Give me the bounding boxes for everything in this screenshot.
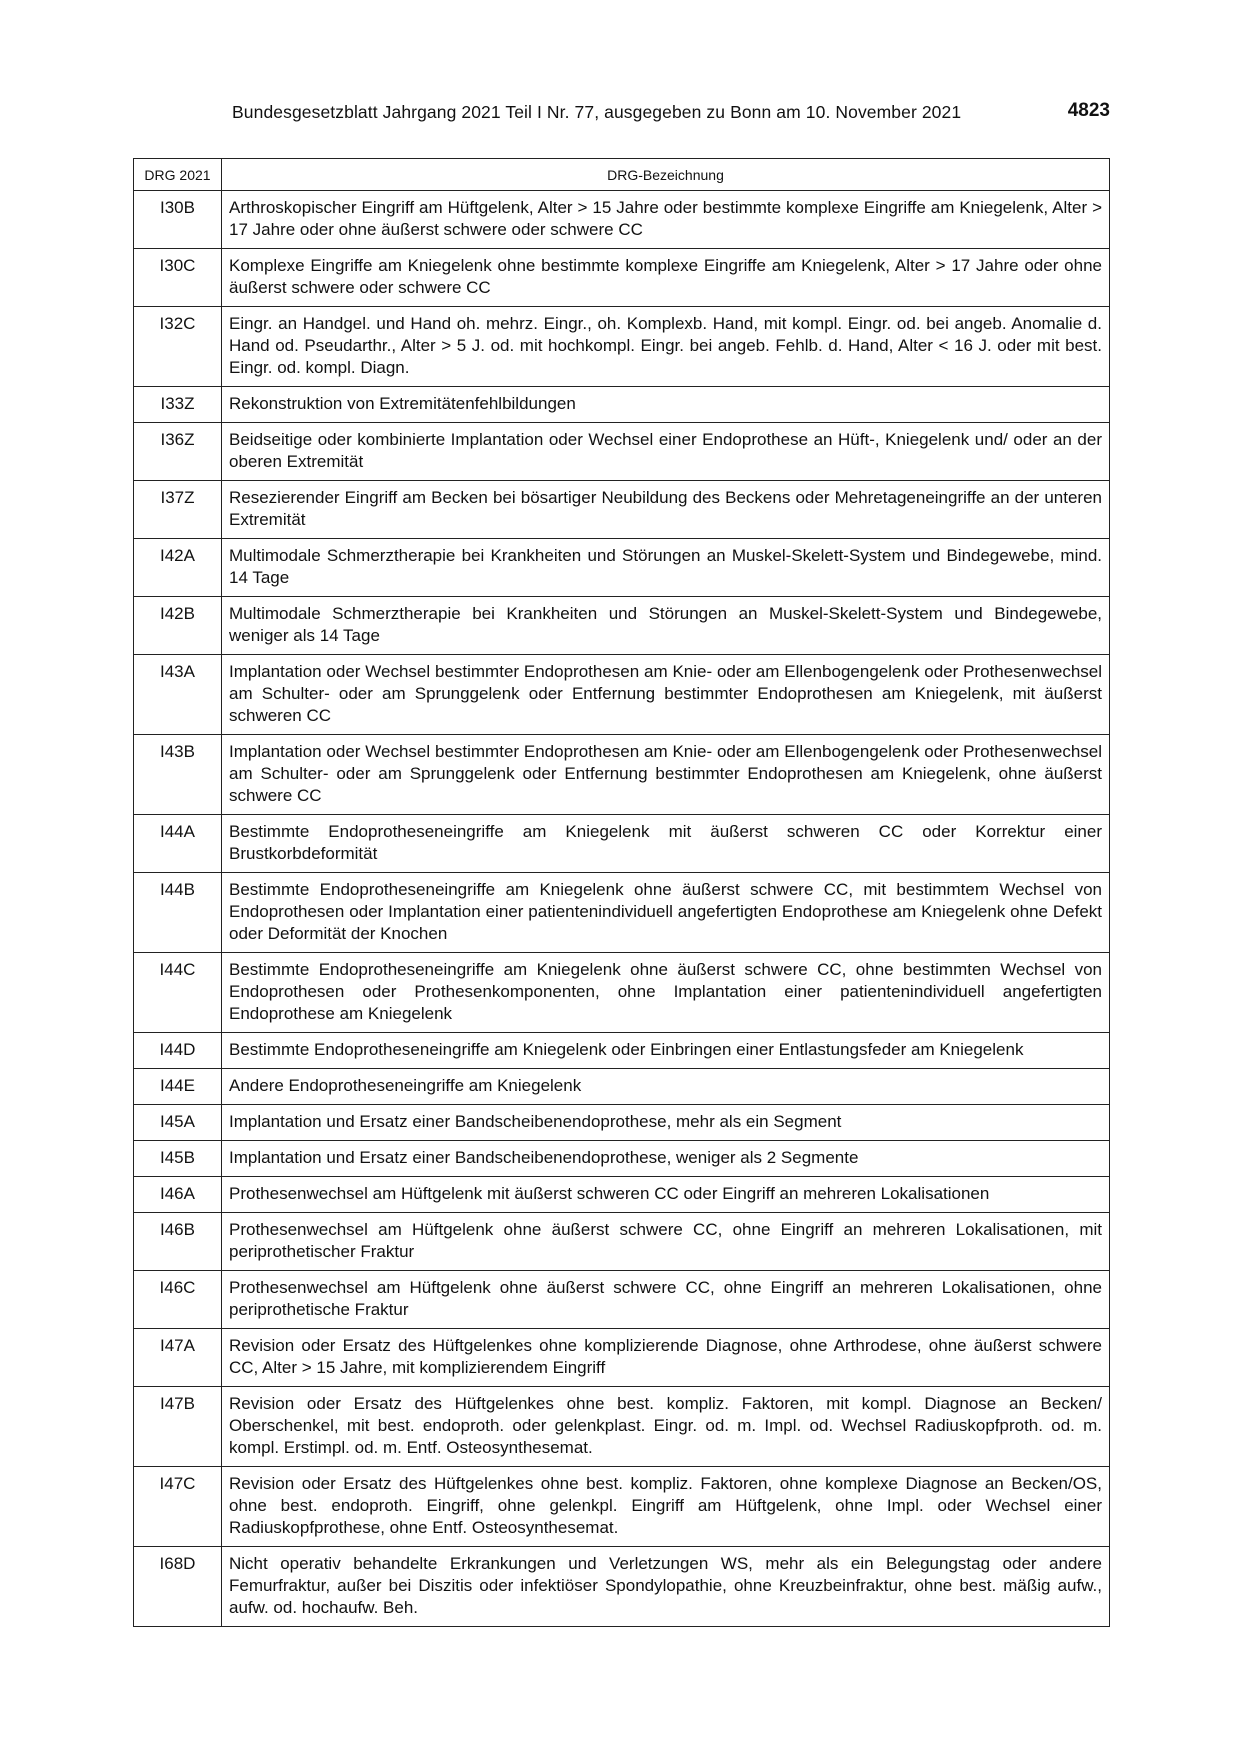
drg-code-cell: I46A: [134, 1177, 222, 1213]
drg-description-cell: Resezierender Eingriff am Becken bei bösartiger Neubildung des Beckens oder Mehretageneingriffe an der unteren Extremität: [222, 481, 1110, 539]
drg-code-cell: I44A: [134, 815, 222, 873]
drg-code-cell: I43B: [134, 735, 222, 815]
drg-code-cell: I44E: [134, 1069, 222, 1105]
drg-description-cell: Prothesenwechsel am Hüftgelenk mit äußerst schweren CC oder Eingriff an mehreren Lokalisationen: [222, 1177, 1110, 1213]
drg-description-cell: Andere Endoprotheseneingriffe am Kniegelenk: [222, 1069, 1110, 1105]
table-row: [134, 1033, 1110, 1069]
drg-code-cell: I30C: [134, 249, 222, 307]
drg-description-cell: Implantation oder Wechsel bestimmter Endoprothesen am Knie- oder am Ellenbogengelenk oder Prothesenwechsel am Schulter- oder am Sprunggelenk oder Entfernung bestimmter Endoprothesen am Kniegelenk, mit äußerst schweren CC: [222, 655, 1110, 735]
drg-description-cell: Bestimmte Endoprotheseneingriffe am Kniegelenk ohne äußerst schwere CC, ohne bestimmten Wechsel von Endoprothesen oder Prothesenkomponenten, ohne Implantation einer patientenindividuell angefertigten Endoprothese am Kniegelenk: [222, 953, 1110, 1033]
drg-code-cell: I42B: [134, 597, 222, 655]
drg-description-cell: Prothesenwechsel am Hüftgelenk ohne äußerst schwere CC, ohne Eingriff an mehreren Lokalisationen, ohne periprothetische Fraktur: [222, 1271, 1110, 1329]
column-header-drg: DRG 2021: [134, 159, 222, 191]
drg-code-cell: I44C: [134, 953, 222, 1033]
table-row: [134, 387, 1110, 423]
drg-description-cell: Revision oder Ersatz des Hüftgelenkes ohne best. kompliz. Faktoren, mit kompl. Diagnose an Becken/ Oberschenkel, mit best. endoproth. oder gelenkplast. Eingr. od. m. Impl. od. Wechsel Radiuskopfproth. od. m. kompl. Erstimpl. od. m. Entf. Osteosynthesemat.: [222, 1387, 1110, 1467]
drg-description-cell: Eingr. an Handgel. und Hand oh. mehrz. Eingr., oh. Komplexb. Hand, mit kompl. Eingr. od. bei angeb. Anomalie d. Hand od. Pseudarthr., Alter > 5 J. od. mit hochkompl. Eingr. bei angeb. Fehlb. d. Hand, Alter < 16 J. oder mit best. Eingr. od. kompl. Diagn.: [222, 307, 1110, 387]
table-row: [134, 1547, 1110, 1627]
table-row: [134, 1329, 1110, 1387]
drg-description-cell: Revision oder Ersatz des Hüftgelenkes ohne best. kompliz. Faktoren, ohne komplexe Diagnose an Becken/OS, ohne best. endoproth. Eingriff, ohne gelenkpl. Eingriff am Hüftgelenk, ohne Impl. oder Wechsel einer Radiuskopfprothese, ohne Entf. Osteosynthesemat.: [222, 1467, 1110, 1547]
drg-code-cell: I47C: [134, 1467, 222, 1547]
drg-description-cell: Beidseitige oder kombinierte Implantation oder Wechsel einer Endoprothese an Hüft-, Kniegelenk und/ oder an der oberen Extremität: [222, 423, 1110, 481]
drg-description-cell: Bestimmte Endoprotheseneingriffe am Kniegelenk oder Einbringen einer Entlastungsfeder am Kniegelenk: [222, 1033, 1110, 1069]
table-row: [134, 423, 1110, 481]
table-row: [134, 481, 1110, 539]
drg-code-cell: I44D: [134, 1033, 222, 1069]
table-row: [134, 1467, 1110, 1547]
drg-description-cell: Komplexe Eingriffe am Kniegelenk ohne bestimmte komplexe Eingriffe am Kniegelenk, Alter > 17 Jahre oder ohne äußerst schwere oder schwere CC: [222, 249, 1110, 307]
drg-description-cell: Prothesenwechsel am Hüftgelenk ohne äußerst schwere CC, ohne Eingriff an mehreren Lokalisationen, mit periprothetischer Fraktur: [222, 1213, 1110, 1271]
drg-description-cell: Bestimmte Endoprotheseneingriffe am Kniegelenk ohne äußerst schwere CC, mit bestimmtem Wechsel von Endoprothesen oder Implantation einer patientenindividuell angefertigten Endoprothese am Kniegelenk ohne Defekt oder Deformität der Knochen: [222, 873, 1110, 953]
table-header-row: [134, 159, 1110, 191]
table-row: [134, 249, 1110, 307]
table-row: [134, 655, 1110, 735]
drg-description-cell: Bestimmte Endoprotheseneingriffe am Kniegelenk mit äußerst schweren CC oder Korrektur einer Brustkorbdeformität: [222, 815, 1110, 873]
table-row: [134, 307, 1110, 387]
drg-code-cell: I68D: [134, 1547, 222, 1627]
table-row: [134, 873, 1110, 953]
table-row: [134, 1177, 1110, 1213]
table-row: [134, 1271, 1110, 1329]
drg-description-cell: Arthroskopischer Eingriff am Hüftgelenk, Alter > 15 Jahre oder bestimmte komplexe Eingriffe am Kniegelenk, Alter > 17 Jahre oder ohne äußerst schwere oder schwere CC: [222, 191, 1110, 249]
drg-code-cell: I32C: [134, 307, 222, 387]
drg-code-cell: I45B: [134, 1141, 222, 1177]
drg-code-cell: I46C: [134, 1271, 222, 1329]
drg-code-cell: I44B: [134, 873, 222, 953]
table-row: [134, 1069, 1110, 1105]
table-row: [134, 735, 1110, 815]
publication-title: Bundesgesetzblatt Jahrgang 2021 Teil I Nr. 77, ausgegeben zu Bonn am 10. November 2021: [232, 102, 962, 122]
drg-table: [133, 158, 1110, 1627]
table-row: [134, 539, 1110, 597]
page-number: 4823: [1067, 100, 1110, 121]
table-row: [134, 597, 1110, 655]
drg-code-cell: I47A: [134, 1329, 222, 1387]
drg-description-cell: Implantation und Ersatz einer Bandscheibenendoprothese, weniger als 2 Segmente: [222, 1141, 1110, 1177]
table-row: [134, 1387, 1110, 1467]
page-header: [133, 100, 1110, 126]
drg-code-cell: I36Z: [134, 423, 222, 481]
drg-code-cell: I30B: [134, 191, 222, 249]
drg-description-cell: Nicht operativ behandelte Erkrankungen und Verletzungen WS, mehr als ein Belegungstag oder andere Femurfraktur, außer bei Diszitis oder infektiöser Spondylopathie, ohne Kreuzbeinfraktur, ohne best. mäßig aufw., aufw. od. hochaufw. Beh.: [222, 1547, 1110, 1627]
drg-description-cell: Revision oder Ersatz des Hüftgelenkes ohne komplizierende Diagnose, ohne Arthrodese, ohne äußerst schwere CC, Alter > 15 Jahre, mit komplizierendem Eingriff: [222, 1329, 1110, 1387]
table-row: [134, 815, 1110, 873]
drg-description-cell: Implantation oder Wechsel bestimmter Endoprothesen am Knie- oder am Ellenbogengelenk oder Prothesenwechsel am Schulter- oder am Sprunggelenk oder Entfernung bestimmter Endoprothesen am Kniegelenk, ohne äußerst schwere CC: [222, 735, 1110, 815]
drg-description-cell: Multimodale Schmerztherapie bei Krankheiten und Störungen an Muskel-Skelett-System und Bindegewebe, mind. 14 Tage: [222, 539, 1110, 597]
table-row: [134, 1105, 1110, 1141]
drg-code-cell: I42A: [134, 539, 222, 597]
table-row: [134, 1213, 1110, 1271]
drg-code-cell: I45A: [134, 1105, 222, 1141]
drg-description-cell: Rekonstruktion von Extremitätenfehlbildungen: [222, 387, 1110, 423]
drg-code-cell: I47B: [134, 1387, 222, 1467]
table-row: [134, 953, 1110, 1033]
drg-code-cell: I33Z: [134, 387, 222, 423]
table-row: [134, 1141, 1110, 1177]
drg-code-cell: I43A: [134, 655, 222, 735]
drg-description-cell: Multimodale Schmerztherapie bei Krankheiten und Störungen an Muskel-Skelett-System und Bindegewebe, weniger als 14 Tage: [222, 597, 1110, 655]
table-row: [134, 191, 1110, 249]
drg-code-cell: I37Z: [134, 481, 222, 539]
column-header-description: DRG-Bezeichnung: [222, 159, 1110, 191]
drg-description-cell: Implantation und Ersatz einer Bandscheibenendoprothese, mehr als ein Segment: [222, 1105, 1110, 1141]
drg-code-cell: I46B: [134, 1213, 222, 1271]
